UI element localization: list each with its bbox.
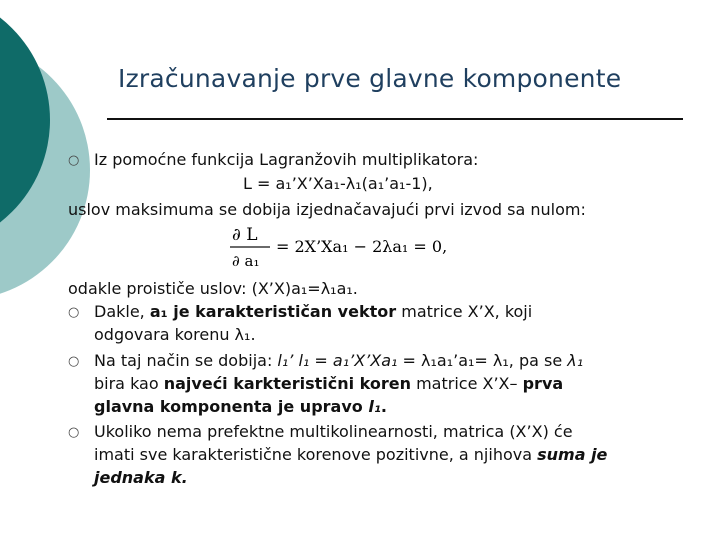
text-line: Iz pomoćne funkcija Lagranžovih multiplikatora: bbox=[94, 150, 479, 169]
text-line: odgovara korenu λ₁. bbox=[94, 325, 256, 344]
bullet-icon: ○ bbox=[68, 425, 80, 440]
formula-rhs: = 2X’Xa₁ − 2λa₁ = 0, bbox=[276, 237, 448, 256]
bullet-icon: ○ bbox=[68, 354, 80, 369]
text-line: Ukoliko nema prefektne multikolinearnosti, matrica (X’X) će bbox=[94, 422, 573, 441]
formula-denominator: ∂ a₁ bbox=[232, 252, 260, 270]
derivative-formula bbox=[230, 222, 500, 272]
text-line: odakle proističe uslov: (X’X)a₁=λ₁a₁. bbox=[68, 279, 358, 298]
text-line: Na taj način se dobija: l₁’ l₁ = a₁’X’Xa₁ = λ₁a₁’a₁= λ₁, pa se λ₁ bbox=[94, 351, 584, 370]
formula-numerator: ∂ L bbox=[232, 225, 258, 245]
text-line: glavna komponenta je upravo l₁. bbox=[94, 397, 387, 416]
text-line: jednaka k. bbox=[94, 468, 188, 487]
slide-title: Izračunavanje prve glavne komponente bbox=[118, 64, 622, 93]
bold-text: a₁ je karakterističan vektor bbox=[149, 302, 397, 321]
bullet-icon: ○ bbox=[68, 153, 80, 168]
text-line: bira kao najveći karkteristični koren matrice X’X– prva bbox=[94, 374, 564, 393]
lagrange-equation: L = a₁’X’Xa₁-λ₁(a₁’a₁-1), bbox=[243, 174, 433, 193]
text-line: imati sve karakteristične korenove pozitivne, a njihova suma je bbox=[94, 445, 608, 464]
title-underline bbox=[107, 118, 683, 120]
text-line: Dakle, a₁ je karakterističan vektor matrice X’X, koji bbox=[94, 302, 533, 321]
text-line: uslov maksimuma se dobija izjednačavajući prvi izvod sa nulom: bbox=[68, 200, 586, 219]
bullet-icon: ○ bbox=[68, 305, 80, 320]
